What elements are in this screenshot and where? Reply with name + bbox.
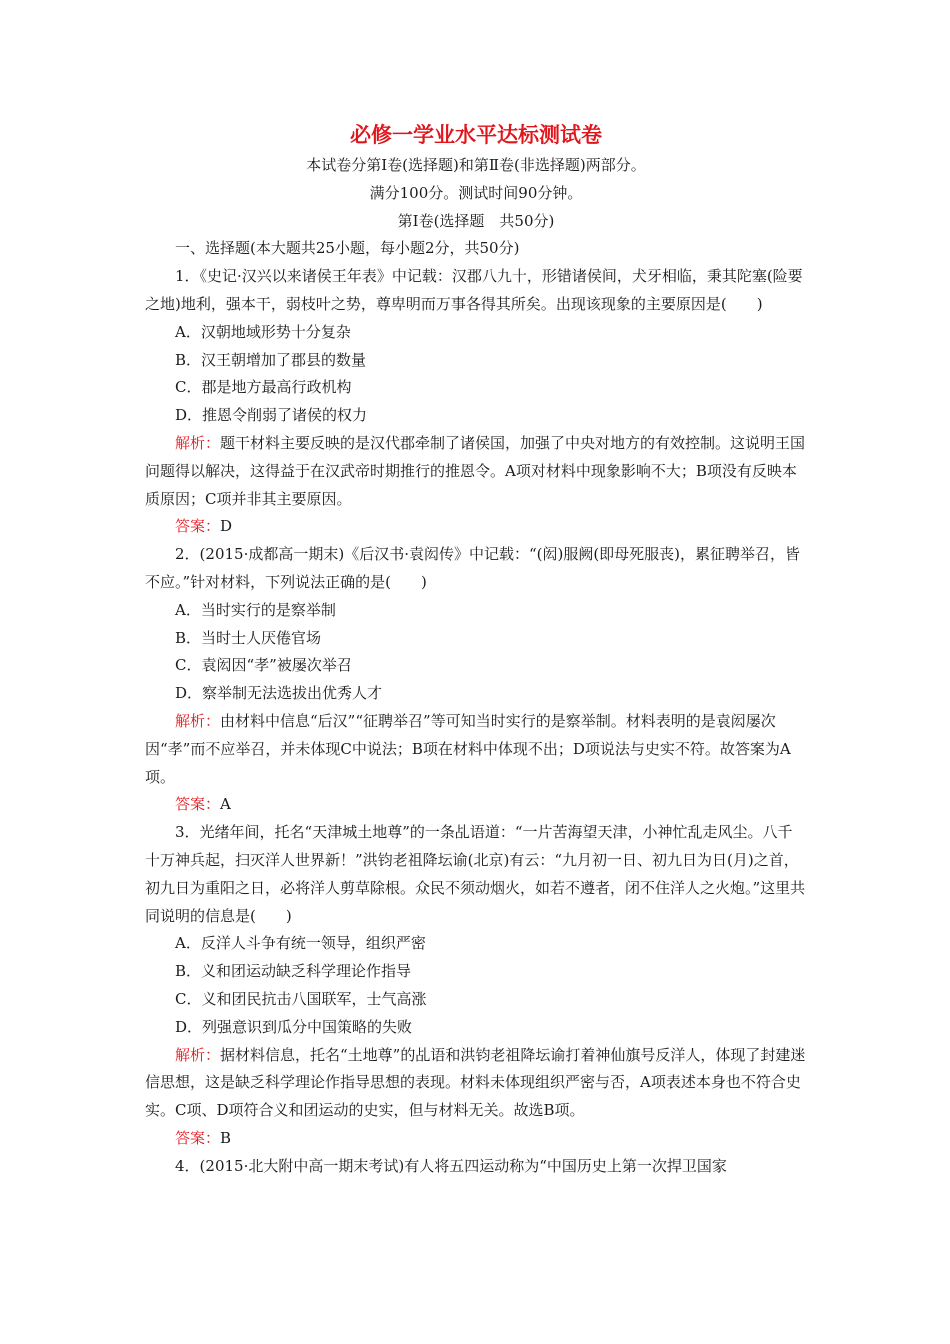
option-d: D．推恩令削弱了诸侯的权力 xyxy=(175,406,368,425)
answer-label: 答案： xyxy=(175,517,221,536)
analysis-label: 解析： xyxy=(175,433,221,452)
analysis xyxy=(145,1042,807,1125)
option-c: C．郡是地方最高行政机构 xyxy=(175,378,352,397)
analysis xyxy=(145,708,807,791)
question-2 xyxy=(145,541,807,819)
answer-value: D xyxy=(220,517,233,536)
score-time-line: 满分100分。测试时间90分钟。 xyxy=(369,183,583,202)
section-title: 一、选择题(本大题共25小题，每小题2分，共50分) xyxy=(175,239,520,258)
answer-value: B xyxy=(220,1128,232,1147)
option-a: A．当时实行的是察举制 xyxy=(175,600,336,619)
exam-page xyxy=(145,118,807,1180)
question-stem: 1．《史记·汉兴以来诸侯王年表》中记载：汉郡八九十，形错诸侯间，犬牙相临，秉其陀塞(险要之地)地利，强本干，弱枝叶之势，尊卑明而万事各得其所矣。出现该现象的主要原因是( ) xyxy=(145,267,803,313)
analysis xyxy=(145,430,807,513)
analysis-label: 解析： xyxy=(175,1045,221,1064)
option-d: D．列强意识到瓜分中国策略的失败 xyxy=(175,1017,413,1036)
question-stem: 4．(2015·北大附中高一期末考试)有人将五四运动称为“中国历史上第一次捍卫国家 xyxy=(175,1156,727,1175)
question-stem: 3．光绪年间，托名“天津城土地尊”的一条乩语道：“一片苦海望天津，小神忙乱走风尘。八千十万神兵起，扫灭洋人世界新！”洪钧老祖降坛谕(北京)有云：“九月初一日、初九日为日(月)之首，初九日为重阳之日，必将洋人剪草除根。众民不须动烟火，如若不遵者，闭不住洋人之火炮。”这里共同说明的信息是( ) xyxy=(145,823,806,925)
answer-label: 答案： xyxy=(175,795,221,814)
question-4 xyxy=(145,1153,807,1181)
part-title: 第Ⅰ卷(选择题 共50分) xyxy=(397,211,555,230)
analysis-text: 由材料中信息“后汉”“征聘举召”等可知当时实行的是察举制。材料表明的是袁闳屡次因“孝”而不应举召，并未体现C中说法；B项在材料中体现不出；D项说法与史实不符。故答案为A项。 xyxy=(145,711,791,786)
question-1 xyxy=(145,263,807,541)
answer xyxy=(145,513,807,541)
analysis-text: 题干材料主要反映的是汉代郡牵制了诸侯国，加强了中央对地方的有效控制。这说明王国问题得以解决，这得益于在汉武帝时期推行的推恩令。A项对材料中现象影响不大；B项没有反映本质原因；C项并非其主要原因。 xyxy=(145,433,806,508)
analysis-text: 据材料信息，托名“土地尊”的乩语和洪钧老祖降坛谕打着神仙旗号反洋人，体现了封建迷信思想，这是缺乏科学理论作指导思想的表现。材料未体现组织严密与否，A项表述本身也不符合史实。C项、D项符合义和团运动的史实，但与材料无关。故选B项。 xyxy=(145,1045,806,1120)
option-b: B．汉王朝增加了郡县的数量 xyxy=(175,350,367,369)
option-b: B．当时士人厌倦官场 xyxy=(175,628,322,647)
option-d: D．察举制无法选拔出优秀人才 xyxy=(175,684,383,703)
option-c: C．袁闳因“孝”被屡次举召 xyxy=(175,656,352,675)
question-3 xyxy=(145,819,807,1153)
option-c: C．义和团民抗击八国联军，士气高涨 xyxy=(175,989,427,1008)
question-stem: 2．(2015·成都高一期末)《后汉书·袁闳传》中记载：“(闳)服阙(即母死服丧)，累征聘举召，皆不应。”针对材料，下列说法正确的是( ) xyxy=(145,545,801,591)
answer xyxy=(145,791,807,819)
intro-line: 本试卷分第Ⅰ卷(选择题)和第Ⅱ卷(非选择题)两部分。 xyxy=(306,156,646,174)
option-b: B．义和团运动缺乏科学理论作指导 xyxy=(175,962,412,981)
answer xyxy=(145,1125,807,1153)
answer-value: A xyxy=(220,795,231,814)
option-a: A．汉朝地域形势十分复杂 xyxy=(175,322,351,341)
analysis-label: 解析： xyxy=(175,711,221,730)
answer-label: 答案： xyxy=(175,1128,221,1147)
option-a: A．反洋人斗争有统一领导，组织严密 xyxy=(175,934,426,953)
page-title: 必修一学业水平达标测试卷 xyxy=(350,122,602,147)
